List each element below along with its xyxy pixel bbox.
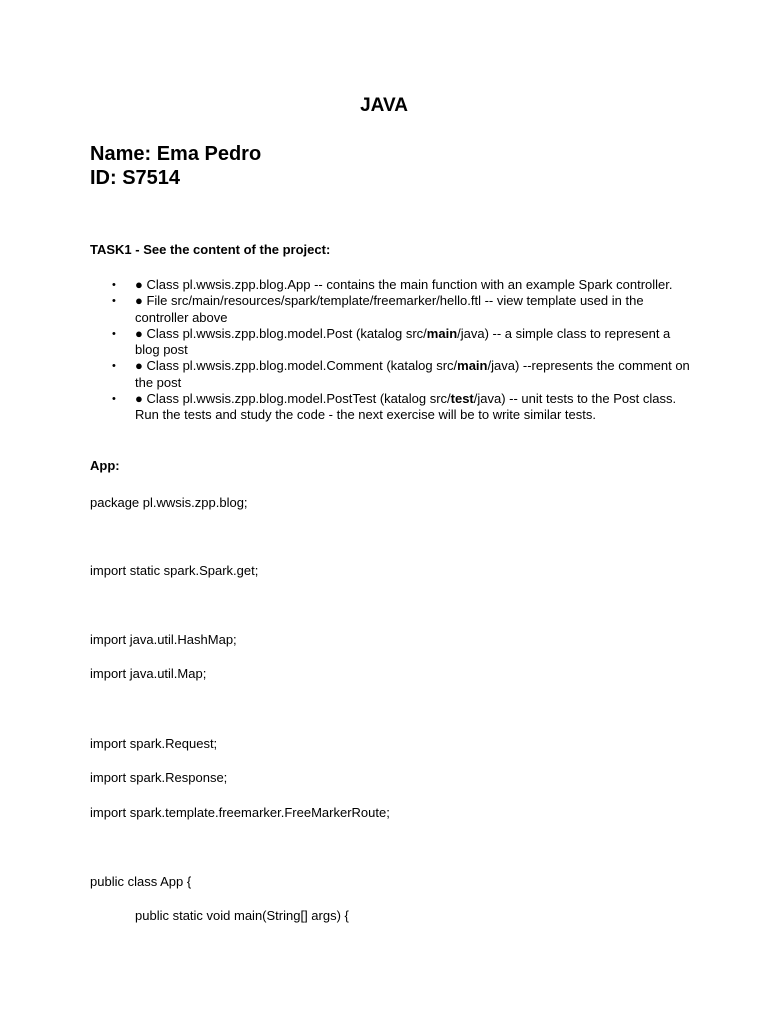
student-name: Name: Ema Pedro (90, 143, 262, 165)
code-main-method: public static void main(String[] args) { (135, 908, 349, 923)
document-title: JAVA (360, 95, 408, 116)
code-import-freemarker: import spark.template.freemarker.FreeMarkerRoute; (90, 805, 390, 820)
code-package-line: package pl.wwsis.zpp.blog; (90, 495, 248, 510)
code-import-request: import spark.Request; (90, 736, 218, 751)
list-item: • ● Class pl.wwsis.zpp.blog.model.Post (katalog src/main/java) -- a simple class to represent a blog post (112, 325, 671, 358)
bullet-icon: • (112, 360, 116, 373)
student-id: ID: S7514 (90, 167, 181, 189)
code-import-map: import java.util.Map; (90, 666, 207, 681)
list-item: • ● Class pl.wwsis.zpp.blog.model.PostTest (katalog src/test/java) -- unit tests to the Post class. Run the tests and study the code - the next exercise will be to write similar tests. (112, 391, 677, 423)
list-item: • ● Class pl.wwsis.zpp.blog.App -- contains the main function with an example Spark controller. (112, 277, 673, 292)
list-item: • ● Class pl.wwsis.zpp.blog.model.Comment (katalog src/main/java) --represents the comment on the post (112, 358, 690, 390)
bullet-icon: • (112, 393, 116, 406)
code-import-response: import spark.Response; (90, 770, 228, 785)
bullet-icon: • (112, 279, 116, 291)
app-heading: App: (90, 458, 120, 473)
code-import-hashmap: import java.util.HashMap; (90, 632, 237, 647)
bullet-icon: • (112, 295, 116, 308)
task1-heading: TASK1 - See the content of the project: (90, 242, 331, 257)
code-class-declaration: public class App { (90, 874, 192, 889)
task-list (90, 277, 690, 424)
list-item: • ● File src/main/resources/spark/template/freemarker/hello.ftl -- view template used in the controller above (112, 293, 644, 325)
bullet-icon: • (112, 327, 116, 340)
code-import-get: import static spark.Spark.get; (90, 563, 259, 578)
